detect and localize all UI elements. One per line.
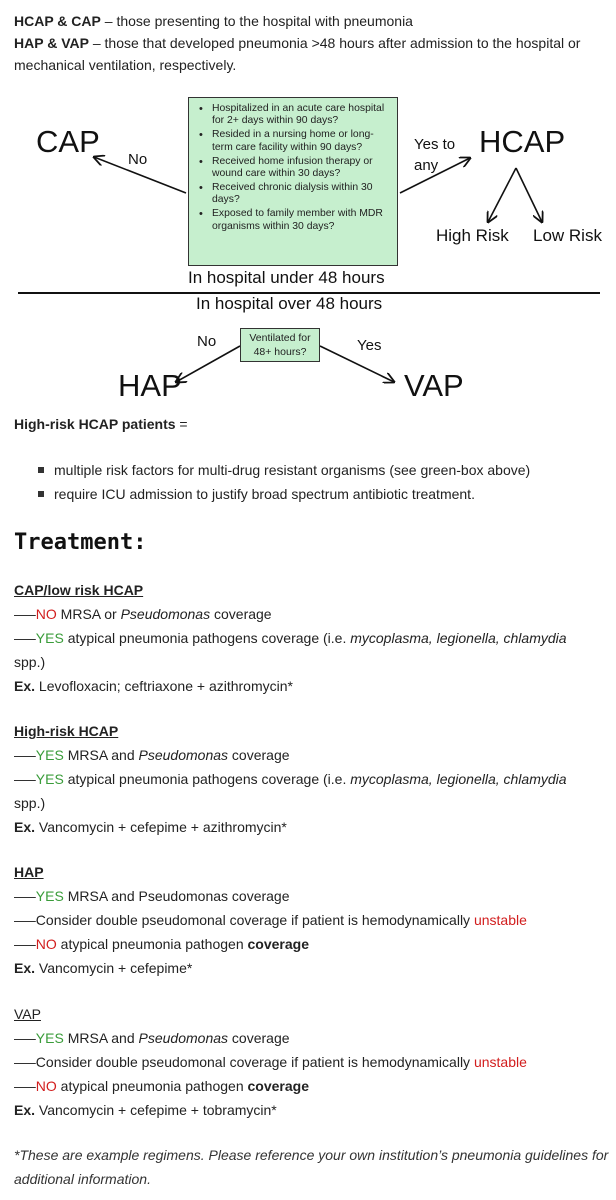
regimen-line: —–NO MRSA or Pseudomonas coverage	[14, 606, 272, 622]
intro-line-2: HAP & VAP – those that developed pneumonia >48 hours after admission to the hospital or mechanical ventilation, respectively.	[14, 35, 581, 73]
example-line: Ex. Vancomycin + cefepime + tobramycin*	[14, 1102, 277, 1118]
arrow-to-hap	[176, 346, 240, 382]
regimen-line: —–YES atypical pneumonia pathogens coverage (i.e. mycoplasma, legionella, chlamydia	[14, 771, 567, 787]
no-bottom-label: No	[197, 333, 217, 350]
criteria-item: • Received home infusion therapy or wound care within 30 days?	[199, 156, 391, 181]
criteria-item: • Hospitalized in an acute care hospital for 2+ days within 90 days?	[199, 103, 391, 128]
high-risk-title-line: High-risk HCAP patients =	[14, 416, 188, 432]
criteria-list	[199, 103, 391, 233]
no-left-label: No	[128, 151, 148, 168]
vap-label: VAP	[404, 368, 464, 403]
regimen-line: —–YES MRSA and Pseudomonas coverage	[14, 747, 290, 763]
regimen-line: —–Consider double pseudomonal coverage if patient is hemodynamically unstable	[14, 1054, 527, 1070]
list-item: multiple risk factors for multi-drug resistant organisms (see green-box above)	[38, 458, 608, 482]
yes-to-label: Yes to	[414, 136, 456, 153]
any-label: any	[414, 157, 439, 174]
section-title: High-risk HCAP	[14, 723, 119, 739]
regimen-line: —–YES atypical pneumonia pathogens coverage (i.e. mycoplasma, legionella, chlamydia	[14, 630, 567, 646]
under-48-label: In hospital under 48 hours	[188, 268, 385, 287]
ventilated-question-box: Ventilated for 48+ hours?	[240, 328, 320, 362]
section-title: VAP	[14, 1006, 41, 1022]
yes-bottom-label: Yes	[357, 337, 382, 354]
cap-label: CAP	[36, 124, 100, 159]
arrow-to-low-risk	[516, 168, 542, 222]
example-line: Ex. Vancomycin + cefepime + azithromycin*	[14, 819, 287, 835]
section-cap: CAP/low risk HCAP —–NO MRSA or Pseudomonas coverage —–YES atypical pneumonia pathogens coverage (i.e. mycoplasma, legionella, chlamydia spp.) Ex. Levofloxacin; ceftriaxone + azithromycin*	[14, 578, 610, 698]
high-risk-label: High Risk	[436, 226, 509, 245]
example-line: Ex. Vancomycin + cefepime*	[14, 960, 193, 976]
section-title: CAP/low risk HCAP	[14, 582, 144, 598]
regimen-line: —–Consider double pseudomonal coverage if patient is hemodynamically unstable	[14, 912, 527, 928]
regimen-line: —–YES MRSA and Pseudomonas coverage	[14, 1030, 290, 1046]
section-title: HAP	[14, 864, 44, 880]
list-item: require ICU admission to justify broad spectrum antibiotic treatment.	[38, 482, 608, 506]
hap-label: HAP	[118, 368, 182, 403]
hcap-label: HCAP	[479, 124, 566, 159]
regimen-line: —–NO atypical pneumonia pathogen coverage	[14, 1078, 309, 1094]
footnote: *These are example regimens. Please reference your own institution’s pneumonia guidelines for additional information.	[14, 1147, 609, 1187]
high-risk-bullets	[38, 458, 608, 506]
arrow-to-high-risk	[488, 168, 516, 222]
criteria-item: • Resided in a nursing home or long-term care facility within 90 days?	[199, 129, 391, 154]
high-risk-title: High-risk HCAP patients	[14, 416, 176, 432]
treatment-heading: Treatment:	[14, 530, 147, 555]
intro-line-1: HCAP & CAP – those presenting to the hospital with pneumonia	[14, 13, 413, 29]
regimen-line: —–NO atypical pneumonia pathogen coverage	[14, 936, 309, 952]
low-risk-label: Low Risk	[533, 226, 602, 245]
section-vap	[14, 1002, 610, 1122]
section-hap	[14, 860, 610, 980]
criteria-item: • Exposed to family member with MDR organisms within 30 days?	[199, 208, 391, 233]
regimen-line: —–YES MRSA and Pseudomonas coverage	[14, 888, 290, 904]
section-high-risk-hcap: High-risk HCAP —–YES MRSA and Pseudomonas coverage —–YES atypical pneumonia pathogens coverage (i.e. mycoplasma, legionella, chlamydia spp.) Ex. Vancomycin + cefepime + azithromycin*	[14, 719, 610, 839]
hcap-criteria-box	[188, 97, 398, 266]
example-line: Ex. Levofloxacin; ceftriaxone + azithromycin*	[14, 678, 293, 694]
criteria-item: • Received chronic dialysis within 30 days?	[199, 182, 391, 207]
over-48-label: In hospital over 48 hours	[196, 294, 383, 313]
